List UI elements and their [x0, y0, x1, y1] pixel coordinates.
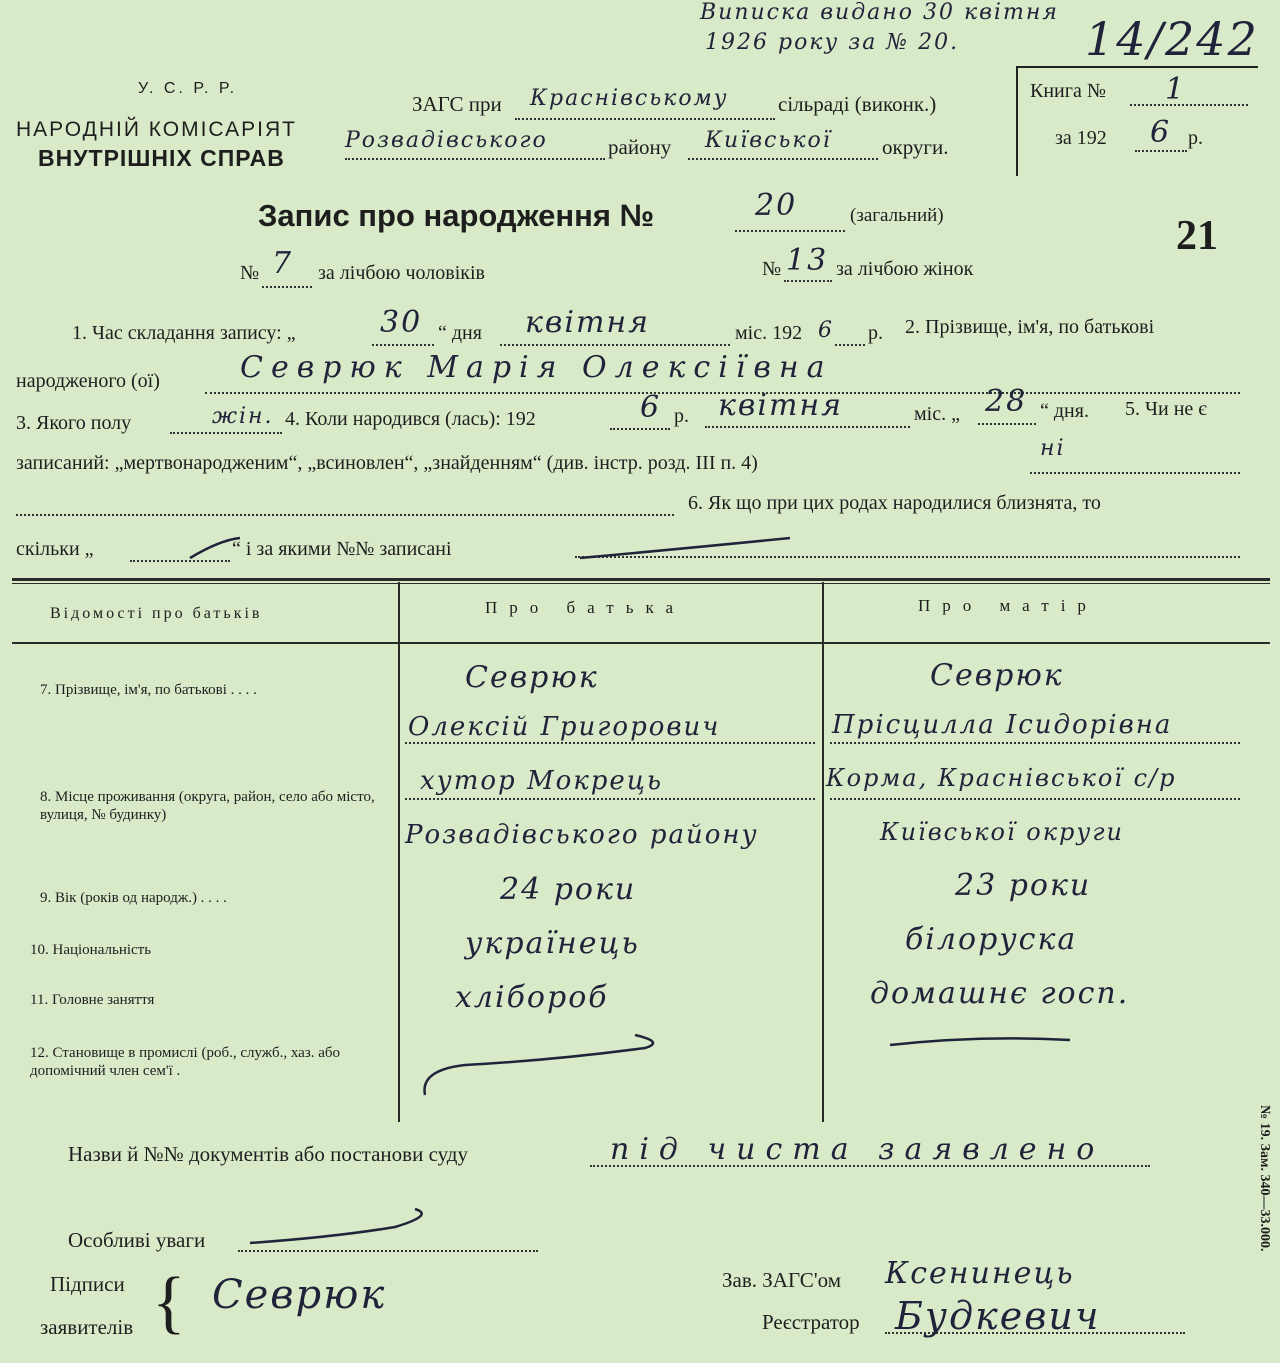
q1-end: р.	[868, 322, 883, 344]
mother-position-dash	[830, 1020, 1240, 1120]
q5-label: 5. Чи не є	[1125, 398, 1207, 420]
mother-occupation: домашнє госп.	[870, 976, 1130, 1011]
men-count-value: 7	[272, 246, 294, 281]
father-surname: Севрюк	[465, 660, 599, 695]
record-title-suffix: (загальний)	[850, 205, 944, 226]
women-count-line	[784, 280, 832, 282]
q4-r: р.	[674, 405, 689, 427]
q5-continuation-line	[16, 514, 674, 516]
mother-residence-1: Корма, Краснівської с/р	[826, 764, 1177, 792]
q2-label: 2. Прізвище, ім'я, по батькові	[905, 316, 1155, 338]
men-count-line	[262, 286, 312, 288]
q1-year-value: 6	[818, 318, 834, 343]
women-count-prefix: №	[762, 258, 782, 280]
docs-label: Назви й №№ документів або постанови суду	[68, 1142, 468, 1166]
q1-month-line	[500, 344, 730, 346]
table-col-divider-2	[822, 582, 824, 1122]
issue-note-line1: Виписка видано 30 квітня	[700, 0, 1059, 25]
father-residence-2: Розвадівського району	[405, 820, 759, 850]
q4-month-value: квітня	[718, 388, 844, 423]
row-label-8: 8. Місце проживання (округа, район, село або місто, вулиця, № будинку)	[40, 789, 375, 823]
ussr-label: У. С. Р. Р.	[138, 80, 238, 97]
table-header-father: Про батька	[485, 598, 686, 617]
signatures-brace: {	[152, 1264, 186, 1341]
q1-year-label: міс. 192	[735, 322, 803, 344]
side-print: № 19. Зам. 340—33.000.	[1257, 1105, 1272, 1252]
row-label-10: 10. Національність	[30, 942, 152, 958]
zags-label: ЗАГС при	[412, 92, 502, 116]
q5-value: ні	[1040, 436, 1066, 461]
zags-head-label: Зав. ЗАГС'ом	[722, 1268, 841, 1292]
table-top-rule-thin	[12, 583, 1270, 584]
q6-numbers-label: “ і за якими №№ записані	[232, 538, 452, 560]
q4-month-line	[705, 426, 910, 428]
village-council-value: Краснівському	[530, 86, 729, 111]
mother-surname: Севрюк	[930, 658, 1064, 693]
book-year-line	[1135, 150, 1187, 152]
registrar-signature: Будкевич	[895, 1294, 1101, 1338]
q4-mis: міс. „	[914, 403, 960, 425]
born-label: народженого (ої)	[16, 370, 160, 392]
mother-residence-2: Київської округи	[880, 818, 1124, 846]
men-count-prefix: №	[240, 262, 260, 284]
table-top-rule	[12, 578, 1270, 581]
father-nationality: українець	[465, 926, 640, 961]
q3-label: 3. Якого полу	[16, 412, 132, 434]
commissariat-line1: НАРОДНІЙ КОМІСАРІЯТ	[16, 118, 297, 141]
issue-note-line2: 1926 року за № 20.	[705, 30, 960, 55]
archive-number: 14/242	[1085, 12, 1259, 66]
q4-day-end: “ дня.	[1040, 400, 1089, 422]
mother-line-1	[830, 742, 1240, 744]
record-title: Запис про народження №	[258, 198, 655, 233]
q3-line	[170, 432, 282, 434]
okruha-line	[688, 158, 878, 160]
women-count-value: 13	[786, 243, 829, 278]
book-label: Книга №	[1030, 80, 1106, 102]
father-line-2	[405, 798, 815, 800]
record-number-value: 20	[755, 188, 798, 223]
women-count-label: за лічбою жінок	[836, 258, 974, 280]
q6-count-label: скільки „	[16, 538, 94, 560]
district-label: району	[608, 135, 672, 159]
row-label-9: 9. Вік (років од народж.) . . . .	[40, 890, 227, 906]
book-year-suffix: р.	[1188, 127, 1203, 149]
q4-year-line	[610, 428, 670, 430]
signatures-label-2: заявителів	[40, 1315, 134, 1339]
notes-label: Особливі уваги	[68, 1228, 206, 1252]
row-label-11: 11. Головне заняття	[30, 992, 155, 1008]
q1-day-line	[372, 344, 434, 346]
commissariat-line2: ВНУТРІШНІХ СПРАВ	[38, 145, 285, 171]
table-header-mother: Про матір	[918, 596, 1098, 615]
district-value: Розвадівського	[345, 128, 548, 153]
q1-year-line	[835, 344, 865, 346]
q3-value: жін.	[212, 404, 274, 429]
book-number-line	[1130, 104, 1248, 106]
row-label-12: 12. Становище в промислі (роб., служб., хаз. або допомічний член сем'ї .	[30, 1045, 340, 1079]
corner-number: 21	[1176, 213, 1218, 259]
born-name-value: Севрюк Марія Олексіївна	[240, 350, 833, 385]
q1-day-value: 30	[380, 305, 423, 340]
q1-label: 1. Час складання запису: „	[72, 322, 296, 344]
mother-age: 23 роки	[955, 868, 1092, 903]
council-suffix: сільраді (виконк.)	[778, 92, 937, 116]
father-given-names: Олексій Григорович	[408, 712, 721, 742]
men-count-label: за лічбою чоловіків	[318, 262, 485, 284]
docs-value: під чиста заявлено	[610, 1132, 1105, 1167]
mother-given-names: Прісцилла Ісидорівна	[832, 710, 1173, 740]
district-line	[345, 158, 605, 160]
okruha-value: Київської	[705, 128, 832, 153]
notes-dash	[245, 1205, 545, 1255]
zags-head-signature: Ксенинець	[885, 1256, 1075, 1291]
table-header-parents: Відомості про батьків	[50, 605, 263, 622]
q6-label: 6. Як що при цих родах народилися близнята, то	[688, 492, 1101, 514]
q5-question: записаний: „мертвонародженим“, „всиновлен“, „знайденням“ (див. інстр. розд. III п. 4)	[16, 452, 758, 474]
father-position-dash	[405, 1020, 815, 1120]
father-residence-1: хутор Мокрець	[420, 766, 664, 796]
signatures-label-1: Підписи	[50, 1272, 125, 1296]
father-line-1	[405, 742, 815, 744]
book-number-value: 1	[1165, 72, 1187, 107]
table-col-divider-1	[398, 582, 400, 1122]
table-header-rule	[12, 642, 1270, 644]
registrar-label: Реєстратор	[762, 1310, 860, 1334]
father-age: 24 роки	[500, 872, 637, 907]
okruha-label: округи.	[882, 135, 949, 159]
q1-month-value: квітня	[525, 305, 651, 340]
record-number-line	[735, 230, 845, 232]
q1-mid: “ дня	[438, 322, 482, 344]
village-council-line	[515, 118, 775, 120]
q4-year-value: 6	[640, 390, 662, 425]
q6-dash-strokes	[130, 520, 1250, 570]
q4-day-value: 28	[985, 384, 1028, 419]
mother-line-2	[830, 798, 1240, 800]
applicant-signature: Севрюк	[212, 1272, 387, 1318]
book-year-value: 6	[1150, 115, 1172, 150]
row-label-7: 7. Прізвище, ім'я, по батькові . . . .	[40, 682, 257, 698]
q4-label: 4. Коли народився (лась): 192	[285, 408, 536, 430]
q4-day-line	[978, 423, 1036, 425]
book-year-label: за 192	[1055, 127, 1107, 149]
father-occupation: хлібороб	[455, 980, 609, 1015]
mother-nationality: білоруска	[905, 922, 1078, 957]
q5-line	[1030, 472, 1240, 474]
